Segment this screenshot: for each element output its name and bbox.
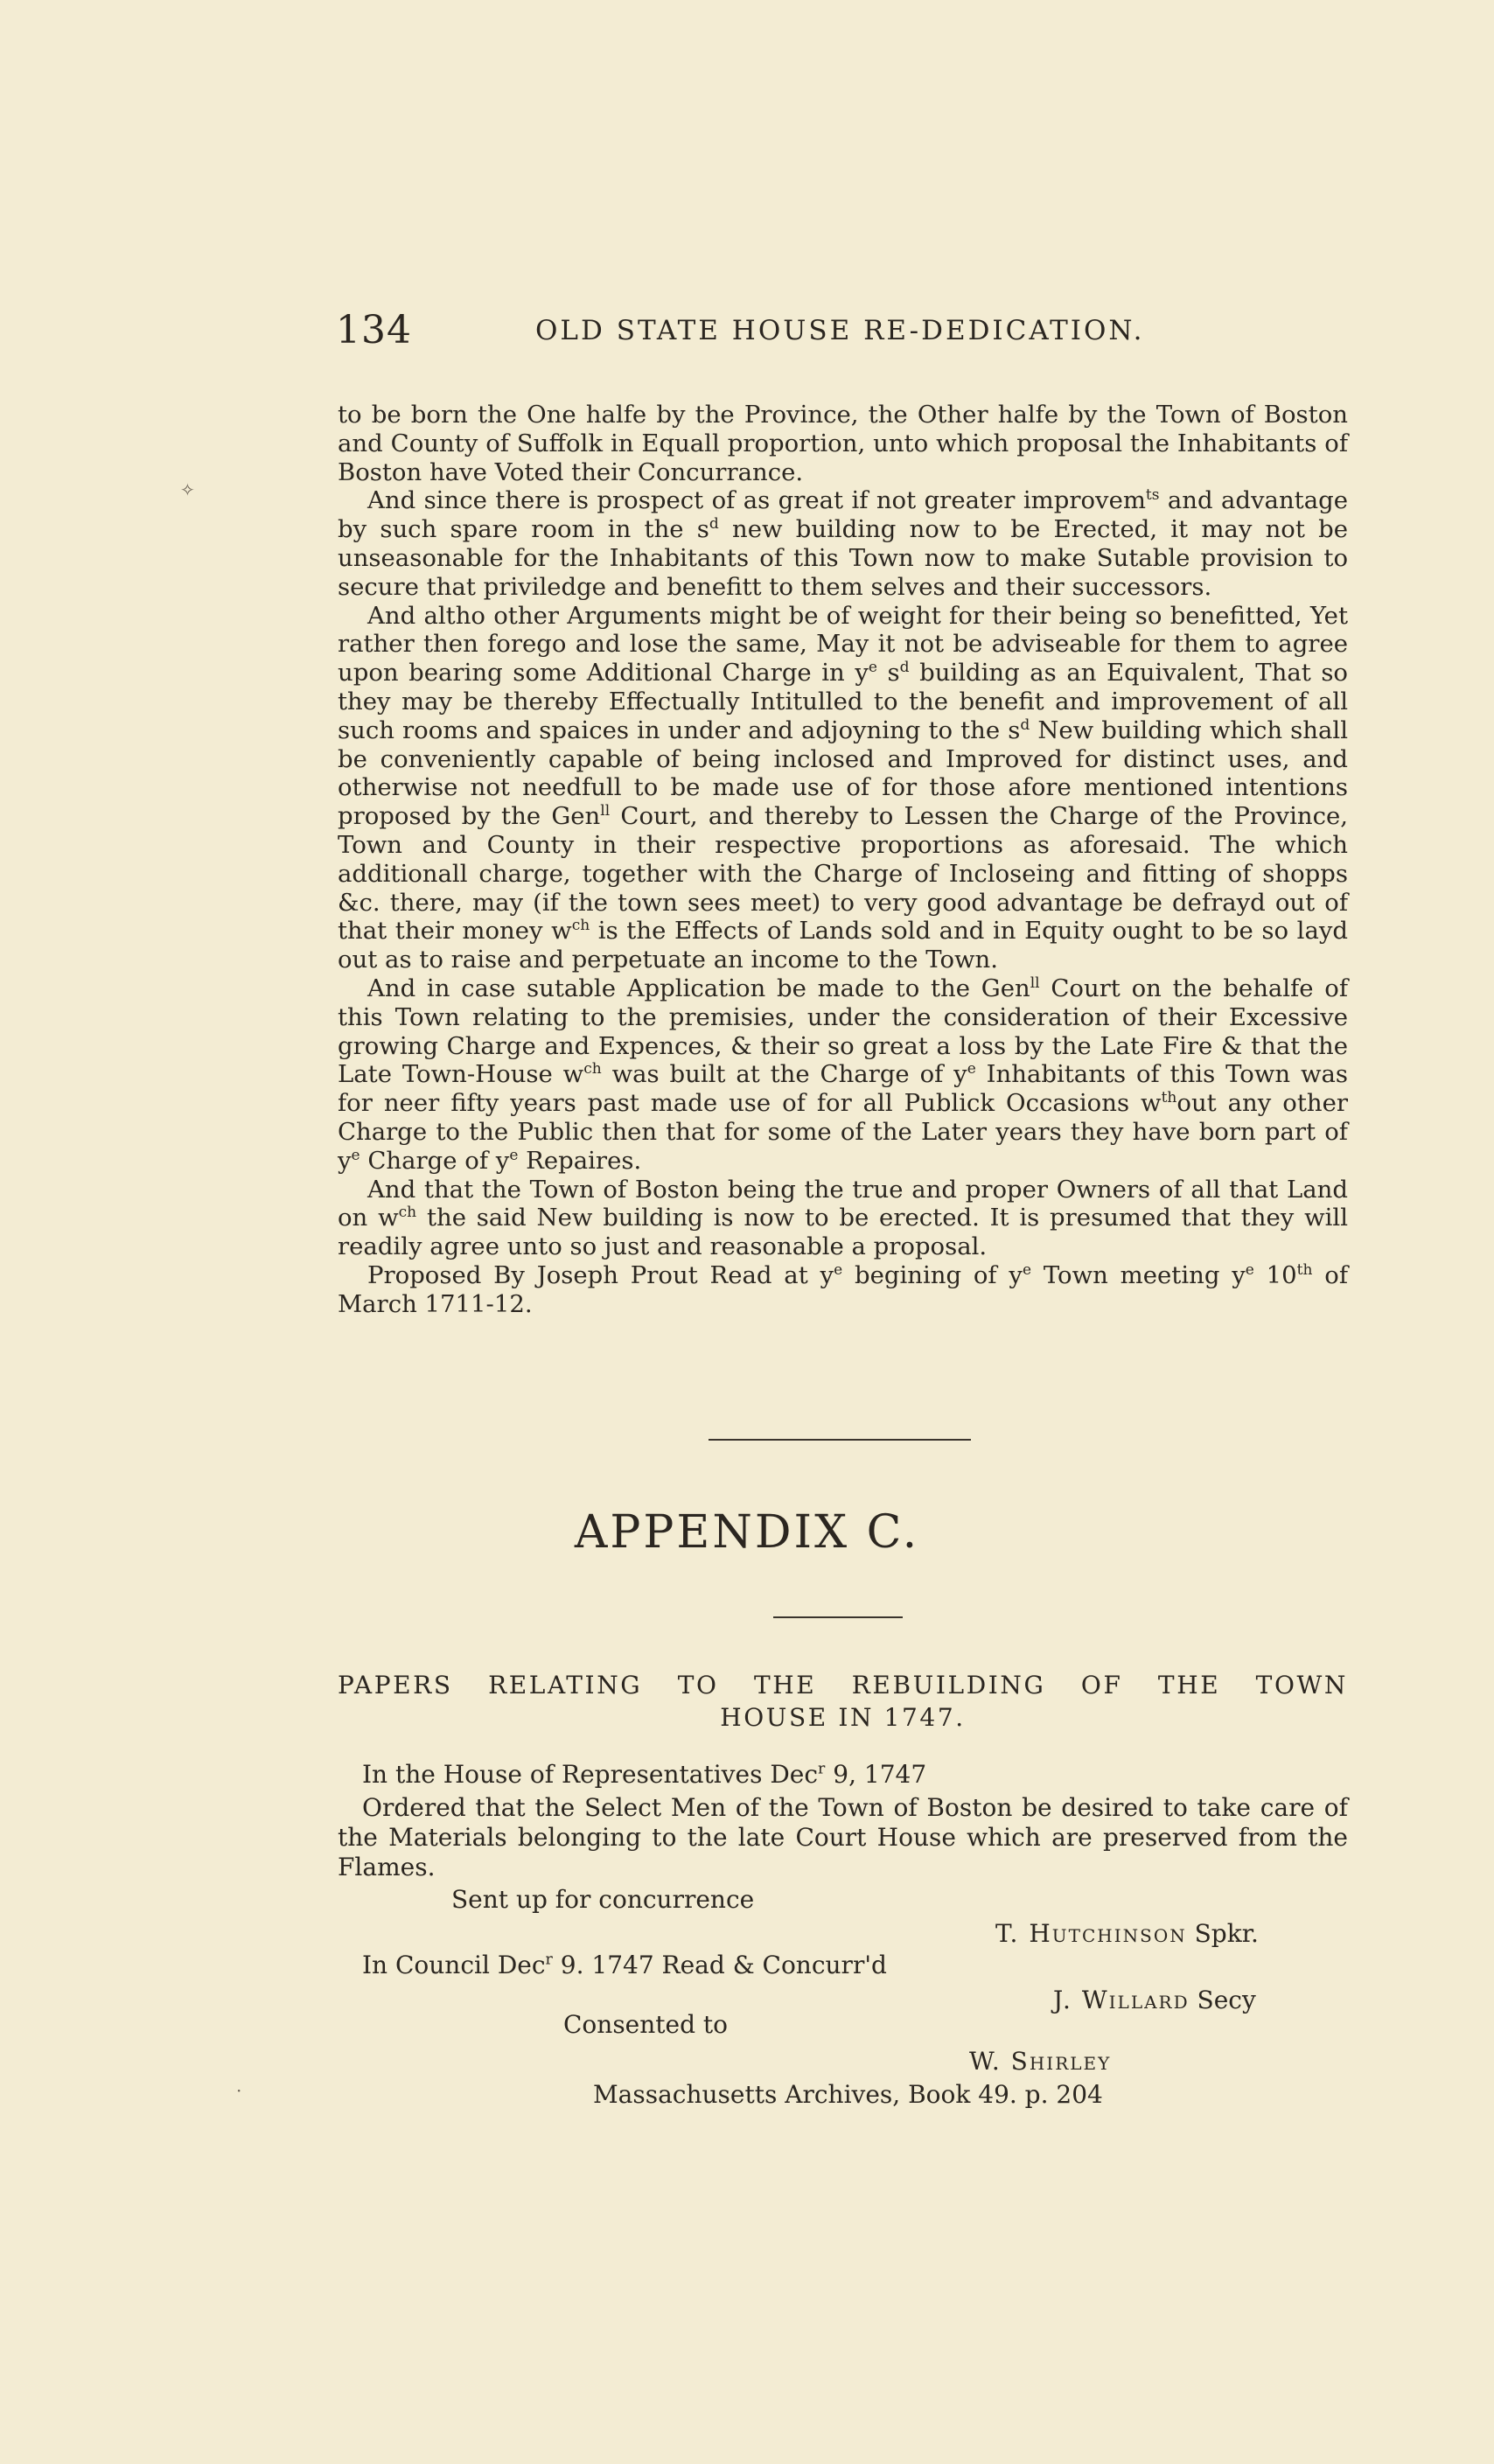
subtitle-line-2: HOUSE IN 1747. [720, 1703, 966, 1732]
speaker-signature: T. Hutchinson Spkr. [995, 1919, 1259, 1948]
paragraph-4: And in case sutable Application be made to the Gen$^{ll}$ Court on the behalfe of this Town relating to the premisies, under the consideration of their Excessive growing Charge and Expences, & their so great a loss by the Late Fire & that the Late Town-House $w^{ch}$ was built at the Charge of $y^e$ Inhabitants of this Town was for neer fifty years past made use of for all Publick Occasions $w^{th}out$ any other Charge to the Public then that for some of the Later years they have born part of $y^e$ Charge of $y^e$ Repaires. [338, 974, 1349, 1175]
title-divider [773, 1616, 903, 1618]
subtitle-line-1: PAPERS RELATING TO THE REBUILDING OF THE TOWN [338, 1671, 1348, 1700]
house-date-line: In the House of Representatives Dec$^r$ 9, 1747 [362, 1760, 927, 1789]
paragraph-5: And that the Town of Boston being the true and proper Owners of all that Land on $w^{ch}$ the said New building is now to be erected. It is presumed that they will readily agree unto so just and reasonable a proposal. [338, 1175, 1348, 1261]
paragraph-6: Proposed By Joseph Prout Read at $y^e$ begining of $y^e$ Town meeting $y^e$ 10th of March 1711-12. [338, 1260, 1349, 1318]
governor-signature: W. Shirley [969, 2047, 1112, 2076]
page-header [336, 308, 1176, 352]
appendix-subtitle [338, 1671, 1348, 1732]
body-text [338, 401, 1348, 1319]
council-line: In Council Dec$^r$ 9. 1747 Read & Concurr'd [362, 1951, 887, 1979]
paragraph-1: to be born the One halfe by the Province, the Other halfe by the Town of Boston and County of Suffolk in Equall proportion, unto which proposal the Inhabitants of Boston have Voted their Concurrance. [338, 401, 1348, 486]
sent-up-line: Sent up for concurrence [451, 1885, 755, 1914]
consented-line: Consented to [563, 2010, 729, 2039]
running-title: OLD STATE HOUSE RE-DEDICATION. [535, 315, 1145, 346]
source-citation: Massachusetts Archives, Book 49. p. 204 [593, 2080, 1103, 2109]
page-number: 134 [336, 308, 412, 352]
section-divider [709, 1439, 971, 1441]
secretary-signature: J. Willard Secy [1053, 1986, 1256, 2014]
margin-speck: ✧ [180, 479, 195, 500]
paragraph-2: And since there is prospect of as great if not greater improvem$^{ts}$ and advantage by such spare room in the $s^d$ new building now to be Erected, it may not be unseasonable for the Inhabitants of this Town now to make Sutable provision to secure that priviledge and benefitt to them selves and their successors. [338, 486, 1348, 601]
paragraph-3: And altho other Arguments might be of weight for their being so benefitted, Yet rather then forego and lose the same, May it not be adviseable for them to agree upon bearing some Additional Charge in $y^e$ $s^d$ building as an Equivalent, That so they may be thereby Effectually Intitulled to the benefit and improvement of all such rooms and spaices in under and adjoyning to the $s^d$ New building which shall be conveniently capable of being inclosed and Improved for distinct uses, and otherwise not needfull to be made use of for those afore mentioned intentions proposed by the Gen$^{ll}$ Court, and thereby to Lessen the Charge of the Province, Town and County in their respective proportions as aforesaid. The which additionall charge, together with the Charge of Incloseing and fitting of shopps &c. there, may (if the town sees meet) to very good advantage be defrayd out of that their money $w^{ch}$ is the Effects of Lands sold and in Equity ought to be so layd out as to raise and perpetuate an income to the Town. [338, 601, 1349, 974]
order-text: Ordered that the Select Men of the Town of Boston be desired to take care of the Materials belonging to the late Court House which are preserved from the Flames. [338, 1793, 1348, 1881]
appendix-title: APPENDIX C. [574, 1506, 920, 1559]
margin-speck: · [236, 2080, 242, 2101]
